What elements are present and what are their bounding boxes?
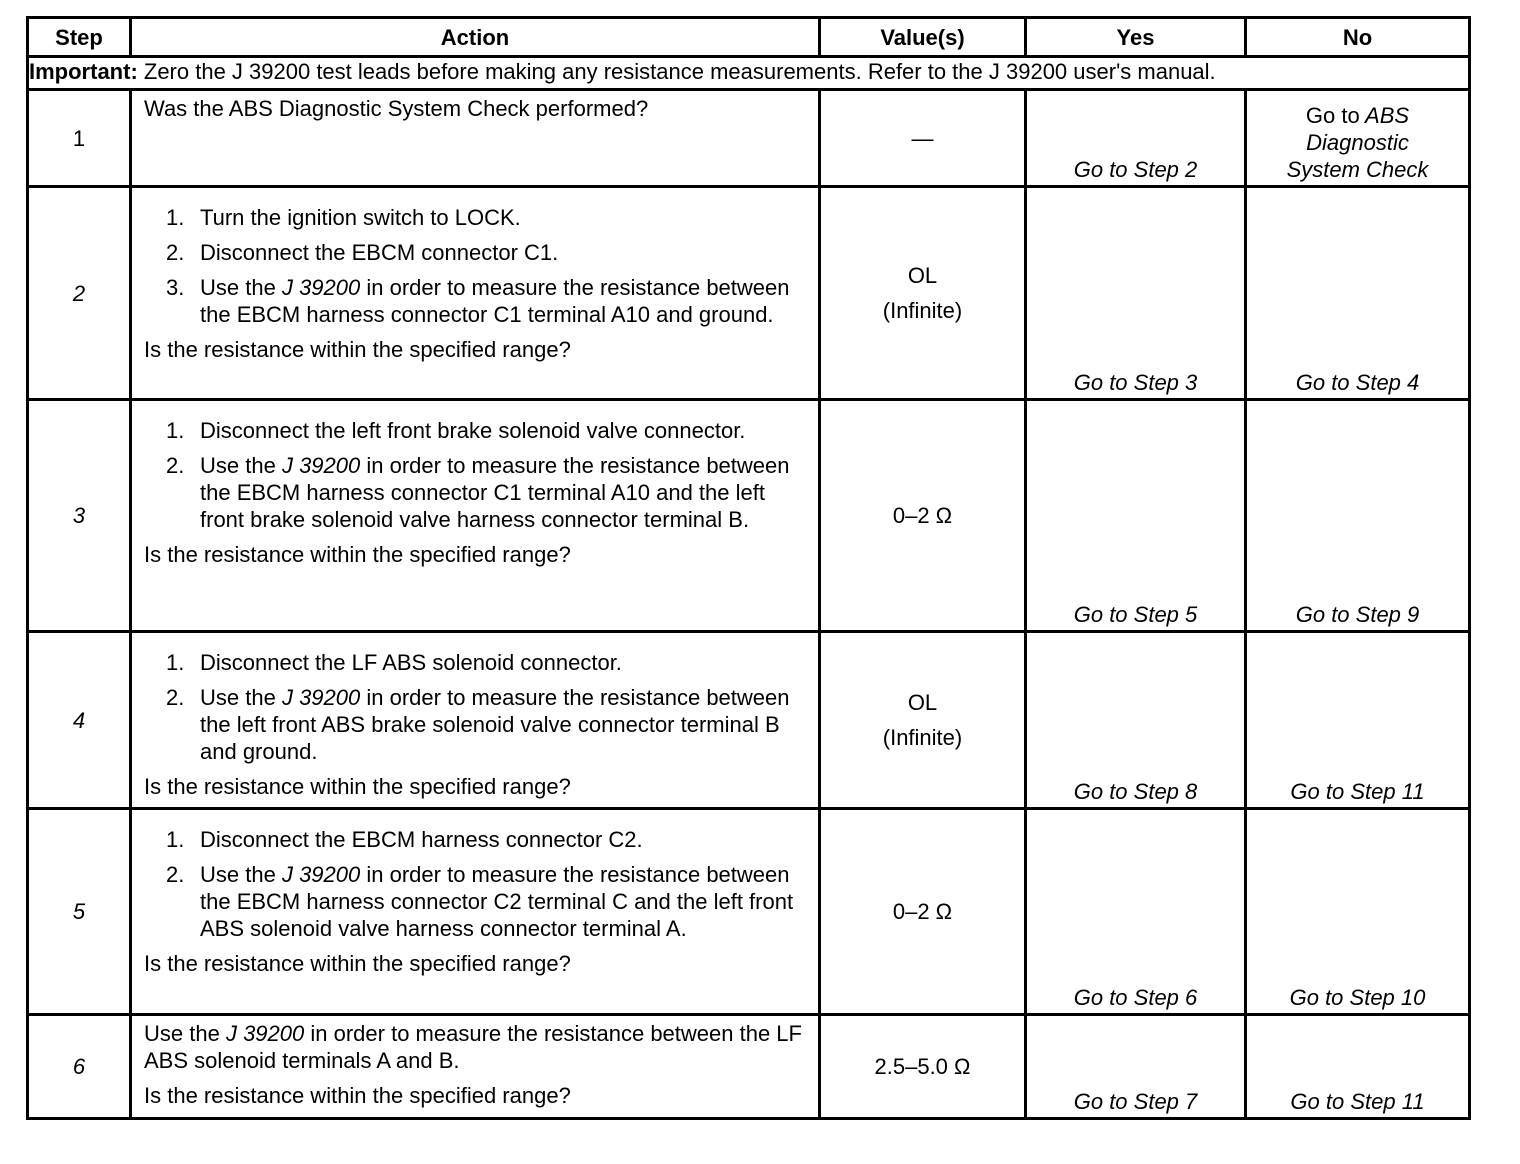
value-cell: 0–2 Ω — [820, 400, 1026, 632]
header-step: Step — [28, 18, 131, 57]
action-cell — [131, 809, 820, 1015]
important-label: Important: — [29, 59, 138, 84]
value-cell: 2.5–5.0 Ω — [820, 1015, 1026, 1119]
step-number: 6 — [28, 1015, 131, 1119]
header-action: Action — [131, 18, 820, 57]
table-row — [28, 90, 1470, 187]
action-step: 1. Disconnect the EBCM harness connector C2. — [166, 827, 643, 852]
action-steps — [144, 417, 808, 533]
action-cell — [131, 90, 820, 187]
header-row — [28, 18, 1470, 57]
tool-ref: J 39200 — [225, 1021, 305, 1046]
no-cell — [1246, 809, 1470, 1015]
action-question: Is the resistance within the specified range? — [144, 774, 571, 799]
no-cell — [1246, 90, 1470, 187]
yes-cell — [1026, 809, 1246, 1015]
action-question: Is the resistance within the specified range? — [144, 337, 571, 362]
value-cell: OL (Infinite) — [820, 632, 1026, 809]
action-steps — [144, 204, 808, 328]
yes-link[interactable]: Go to Step 5 — [1073, 602, 1198, 627]
yes-link[interactable]: Go to Step 2 — [1073, 157, 1198, 182]
table-row — [28, 400, 1470, 632]
important-text: Zero the J 39200 test leads before making any resistance measurements. Refer to the J 39200 user's manual. — [137, 59, 1216, 84]
step-number: 1 — [28, 90, 131, 187]
important-note — [28, 57, 1470, 90]
step-number: 3 — [28, 400, 131, 632]
yes-cell — [1026, 187, 1246, 400]
tool-ref: J 39200 — [281, 453, 361, 478]
table-row — [28, 1015, 1470, 1119]
action-cell — [131, 632, 820, 809]
action-cell — [131, 187, 820, 400]
yes-link[interactable]: Go to Step 7 — [1073, 1089, 1198, 1114]
no-link[interactable]: Go to Step 11 — [1290, 779, 1425, 804]
step-number: 2 — [28, 187, 131, 400]
table-row — [28, 187, 1470, 400]
tool-ref: J 39200 — [281, 275, 361, 300]
yes-link[interactable]: Go to Step 8 — [1073, 779, 1198, 804]
no-link[interactable]: Go to Step 9 — [1295, 602, 1420, 627]
step-number: 4 — [28, 632, 131, 809]
yes-cell — [1026, 632, 1246, 809]
no-line-1: ABS — [1365, 103, 1410, 128]
yes-cell — [1026, 400, 1246, 632]
value-cell: — — [820, 90, 1026, 187]
action-step: 1. Disconnect the LF ABS solenoid connector. — [166, 650, 622, 675]
action-step: 2. Use the J 39200 in order to measure the resistance between the EBCM harness connector C2 terminal C and the left front ABS solenoid valve harness connector terminal A. — [166, 862, 794, 941]
header-no: No — [1246, 18, 1470, 57]
no-link[interactable] — [1247, 102, 1468, 183]
no-link[interactable]: Go to Step 4 — [1295, 370, 1420, 395]
action-step: 1. Turn the ignition switch to LOCK. — [166, 205, 521, 230]
action-step: 3. Use the J 39200 in order to measure the resistance between the EBCM harness connector C1 terminal A10 and ground. — [166, 275, 790, 327]
action-question: Is the resistance within the specified range? — [144, 542, 571, 567]
no-cell — [1246, 400, 1470, 632]
step-number: 5 — [28, 809, 131, 1015]
no-cell — [1246, 187, 1470, 400]
action-text: Was the ABS Diagnostic System Check performed? — [144, 96, 649, 121]
action-step: 2. Use the J 39200 in order to measure the resistance between the EBCM harness connector C1 terminal A10 and the left front brake solenoid valve harness connector terminal B. — [166, 453, 790, 532]
action-text: Use the J 39200 in order to measure the resistance between the LF ABS solenoid terminals A and B. — [144, 1021, 802, 1073]
action-question: Is the resistance within the specified range? — [144, 1083, 571, 1108]
action-step: 2. Disconnect the EBCM connector C1. — [166, 240, 559, 265]
value-cell: OL (Infinite) — [820, 187, 1026, 400]
yes-cell — [1026, 90, 1246, 187]
header-values: Value(s) — [820, 18, 1026, 57]
important-row — [28, 57, 1470, 90]
header-yes: Yes — [1026, 18, 1246, 57]
yes-link[interactable]: Go to Step 3 — [1073, 370, 1198, 395]
yes-cell — [1026, 1015, 1246, 1119]
no-link[interactable]: Go to Step 10 — [1289, 985, 1426, 1010]
table-row — [28, 632, 1470, 809]
no-line-2: Diagnostic — [1306, 130, 1409, 155]
no-cell — [1246, 632, 1470, 809]
no-prefix: Go to — [1305, 103, 1360, 128]
action-steps — [144, 826, 808, 942]
action-step: 1. Disconnect the left front brake solenoid valve connector. — [166, 418, 746, 443]
no-link[interactable]: Go to Step 11 — [1290, 1089, 1425, 1114]
table-row — [28, 809, 1470, 1015]
value-cell: 0–2 Ω — [820, 809, 1026, 1015]
action-step: 2. Use the J 39200 in order to measure the resistance between the left front ABS brake solenoid valve connector terminal B and ground. — [166, 685, 790, 764]
tool-ref: J 39200 — [281, 685, 361, 710]
no-line-3: System Check — [1286, 157, 1429, 182]
action-question: Is the resistance within the specified range? — [144, 951, 571, 976]
yes-link[interactable]: Go to Step 6 — [1073, 985, 1198, 1010]
action-cell — [131, 1015, 820, 1119]
diagnostic-table — [26, 16, 1471, 1120]
action-steps — [144, 649, 808, 765]
tool-ref: J 39200 — [281, 862, 361, 887]
action-cell — [131, 400, 820, 632]
no-cell — [1246, 1015, 1470, 1119]
